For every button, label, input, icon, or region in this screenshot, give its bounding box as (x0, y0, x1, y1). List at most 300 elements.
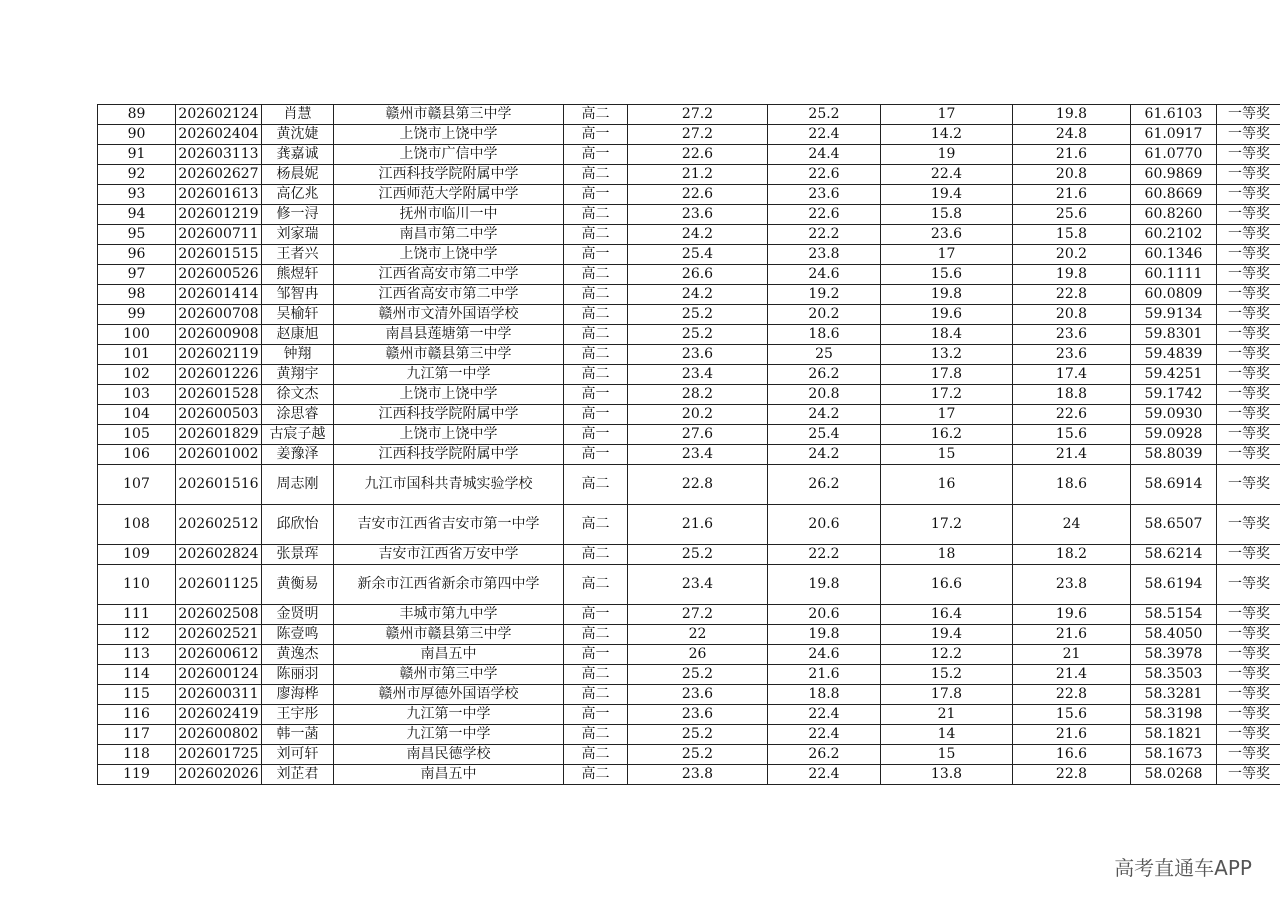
rank-cell: 110 (98, 565, 176, 605)
award-cell: 一等奖 (1217, 605, 1280, 625)
score-3-cell: 18.4 (881, 325, 1013, 345)
rank-cell: 90 (98, 125, 176, 145)
score-2-cell: 19.2 (768, 285, 881, 305)
score-1-cell: 27.2 (628, 125, 768, 145)
table-row (98, 445, 1280, 465)
score-2-cell: 23.6 (768, 185, 881, 205)
total-score-cell: 61.0770 (1131, 145, 1217, 165)
score-1-cell: 22.6 (628, 145, 768, 165)
rank-cell: 116 (98, 705, 176, 725)
school-cell: 九江第一中学 (334, 365, 564, 385)
exam-id-cell: 202601414 (176, 285, 262, 305)
score-1-cell: 21.6 (628, 505, 768, 545)
rank-cell: 103 (98, 385, 176, 405)
grade-cell: 高二 (564, 505, 628, 545)
rank-cell: 114 (98, 665, 176, 685)
exam-id-cell: 202600311 (176, 685, 262, 705)
school-cell: 上饶市上饶中学 (334, 425, 564, 445)
exam-id-cell: 202601829 (176, 425, 262, 445)
table-row (98, 745, 1280, 765)
score-1-cell: 23.4 (628, 365, 768, 385)
table-row (98, 165, 1280, 185)
student-name-cell: 韩一菡 (262, 725, 334, 745)
score-3-cell: 19.8 (881, 285, 1013, 305)
results-table (97, 104, 1280, 785)
score-2-cell: 24.2 (768, 405, 881, 425)
student-name-cell: 刘芷君 (262, 765, 334, 785)
exam-id-cell: 202600612 (176, 645, 262, 665)
school-cell: 上饶市广信中学 (334, 145, 564, 165)
total-score-cell: 60.9869 (1131, 165, 1217, 185)
student-name-cell: 修一浔 (262, 205, 334, 225)
score-2-cell: 22.4 (768, 725, 881, 745)
grade-cell: 高一 (564, 705, 628, 725)
exam-id-cell: 202601125 (176, 565, 262, 605)
grade-cell: 高二 (564, 625, 628, 645)
exam-id-cell: 202600802 (176, 725, 262, 745)
award-cell: 一等奖 (1217, 705, 1280, 725)
score-1-cell: 23.6 (628, 685, 768, 705)
table-row (98, 605, 1280, 625)
score-1-cell: 28.2 (628, 385, 768, 405)
grade-cell: 高二 (564, 725, 628, 745)
award-cell: 一等奖 (1217, 125, 1280, 145)
school-cell: 赣州市赣县第三中学 (334, 105, 564, 125)
award-cell: 一等奖 (1217, 685, 1280, 705)
total-score-cell: 58.3978 (1131, 645, 1217, 665)
total-score-cell: 59.0930 (1131, 405, 1217, 425)
grade-cell: 高二 (564, 285, 628, 305)
exam-id-cell: 202601002 (176, 445, 262, 465)
score-3-cell: 18 (881, 545, 1013, 565)
grade-cell: 高二 (564, 565, 628, 605)
exam-id-cell: 202602512 (176, 505, 262, 545)
award-cell: 一等奖 (1217, 185, 1280, 205)
grade-cell: 高一 (564, 145, 628, 165)
score-2-cell: 21.6 (768, 665, 881, 685)
award-cell: 一等奖 (1217, 285, 1280, 305)
table-row (98, 725, 1280, 745)
total-score-cell: 60.2102 (1131, 225, 1217, 245)
score-3-cell: 19.6 (881, 305, 1013, 325)
score-4-cell: 21.6 (1013, 145, 1131, 165)
school-cell: 新余市江西省新余市第四中学 (334, 565, 564, 605)
score-2-cell: 24.4 (768, 145, 881, 165)
award-cell: 一等奖 (1217, 725, 1280, 745)
score-3-cell: 12.2 (881, 645, 1013, 665)
total-score-cell: 58.1821 (1131, 725, 1217, 745)
score-4-cell: 19.8 (1013, 105, 1131, 125)
award-cell: 一等奖 (1217, 385, 1280, 405)
score-2-cell: 24.2 (768, 445, 881, 465)
score-2-cell: 20.6 (768, 605, 881, 625)
total-score-cell: 60.8260 (1131, 205, 1217, 225)
total-score-cell: 59.4839 (1131, 345, 1217, 365)
score-3-cell: 17.2 (881, 385, 1013, 405)
school-cell: 江西科技学院附属中学 (334, 165, 564, 185)
grade-cell: 高二 (564, 765, 628, 785)
school-cell: 九江第一中学 (334, 705, 564, 725)
grade-cell: 高二 (564, 265, 628, 285)
score-4-cell: 21.4 (1013, 445, 1131, 465)
score-2-cell: 18.8 (768, 685, 881, 705)
total-score-cell: 59.9134 (1131, 305, 1217, 325)
school-cell: 南昌市第二中学 (334, 225, 564, 245)
exam-id-cell: 202602119 (176, 345, 262, 365)
exam-id-cell: 202600711 (176, 225, 262, 245)
score-4-cell: 20.8 (1013, 305, 1131, 325)
exam-id-cell: 202601226 (176, 365, 262, 385)
score-1-cell: 25.2 (628, 665, 768, 685)
score-2-cell: 18.6 (768, 325, 881, 345)
rank-cell: 104 (98, 405, 176, 425)
total-score-cell: 58.4050 (1131, 625, 1217, 645)
score-1-cell: 27.6 (628, 425, 768, 445)
school-cell: 南昌五中 (334, 645, 564, 665)
score-4-cell: 18.8 (1013, 385, 1131, 405)
total-score-cell: 61.6103 (1131, 105, 1217, 125)
score-3-cell: 15 (881, 445, 1013, 465)
score-3-cell: 14.2 (881, 125, 1013, 145)
total-score-cell: 60.0809 (1131, 285, 1217, 305)
school-cell: 江西省高安市第二中学 (334, 285, 564, 305)
school-cell: 赣州市文清外国语学校 (334, 305, 564, 325)
table-row (98, 365, 1280, 385)
student-name-cell: 肖慧 (262, 105, 334, 125)
grade-cell: 高二 (564, 345, 628, 365)
award-cell: 一等奖 (1217, 305, 1280, 325)
rank-cell: 117 (98, 725, 176, 745)
score-1-cell: 27.2 (628, 605, 768, 625)
score-3-cell: 16 (881, 465, 1013, 505)
exam-id-cell: 202600708 (176, 305, 262, 325)
school-cell: 江西科技学院附属中学 (334, 405, 564, 425)
award-cell: 一等奖 (1217, 105, 1280, 125)
score-1-cell: 23.6 (628, 705, 768, 725)
student-name-cell: 杨晨妮 (262, 165, 334, 185)
total-score-cell: 58.6914 (1131, 465, 1217, 505)
school-cell: 吉安市江西省万安中学 (334, 545, 564, 565)
score-4-cell: 22.8 (1013, 285, 1131, 305)
score-4-cell: 21.6 (1013, 625, 1131, 645)
school-cell: 南昌民德学校 (334, 745, 564, 765)
exam-id-cell: 202602026 (176, 765, 262, 785)
score-2-cell: 20.2 (768, 305, 881, 325)
table-row (98, 385, 1280, 405)
exam-id-cell: 202602404 (176, 125, 262, 145)
score-4-cell: 25.6 (1013, 205, 1131, 225)
school-cell: 丰城市第九中学 (334, 605, 564, 625)
score-4-cell: 15.6 (1013, 705, 1131, 725)
award-cell: 一等奖 (1217, 165, 1280, 185)
rank-cell: 109 (98, 545, 176, 565)
results-table-body (98, 105, 1280, 785)
score-4-cell: 17.4 (1013, 365, 1131, 385)
score-3-cell: 17.8 (881, 365, 1013, 385)
exam-id-cell: 202601528 (176, 385, 262, 405)
award-cell: 一等奖 (1217, 365, 1280, 385)
school-cell: 江西科技学院附属中学 (334, 445, 564, 465)
score-2-cell: 22.2 (768, 225, 881, 245)
student-name-cell: 黄逸杰 (262, 645, 334, 665)
score-2-cell: 22.4 (768, 765, 881, 785)
grade-cell: 高二 (564, 325, 628, 345)
grade-cell: 高一 (564, 245, 628, 265)
student-name-cell: 钟翔 (262, 345, 334, 365)
table-row (98, 545, 1280, 565)
exam-id-cell: 202600503 (176, 405, 262, 425)
score-4-cell: 23.6 (1013, 325, 1131, 345)
score-1-cell: 22.6 (628, 185, 768, 205)
grade-cell: 高二 (564, 685, 628, 705)
score-3-cell: 16.6 (881, 565, 1013, 605)
table-row (98, 285, 1280, 305)
grade-cell: 高二 (564, 465, 628, 505)
score-1-cell: 24.2 (628, 285, 768, 305)
student-name-cell: 邹智冉 (262, 285, 334, 305)
student-name-cell: 黄衡易 (262, 565, 334, 605)
score-4-cell: 23.8 (1013, 565, 1131, 605)
school-cell: 上饶市上饶中学 (334, 125, 564, 145)
rank-cell: 108 (98, 505, 176, 545)
score-3-cell: 14 (881, 725, 1013, 745)
score-3-cell: 17.2 (881, 505, 1013, 545)
score-4-cell: 21.6 (1013, 185, 1131, 205)
table-row (98, 305, 1280, 325)
table-row (98, 125, 1280, 145)
award-cell: 一等奖 (1217, 645, 1280, 665)
grade-cell: 高一 (564, 645, 628, 665)
score-3-cell: 17.8 (881, 685, 1013, 705)
table-row (98, 105, 1280, 125)
score-4-cell: 22.8 (1013, 765, 1131, 785)
table-row (98, 425, 1280, 445)
score-3-cell: 22.4 (881, 165, 1013, 185)
score-1-cell: 23.6 (628, 205, 768, 225)
score-1-cell: 24.2 (628, 225, 768, 245)
grade-cell: 高一 (564, 605, 628, 625)
student-name-cell: 廖海桦 (262, 685, 334, 705)
rank-cell: 107 (98, 465, 176, 505)
score-1-cell: 22.8 (628, 465, 768, 505)
table-row (98, 685, 1280, 705)
score-1-cell: 23.8 (628, 765, 768, 785)
score-4-cell: 21 (1013, 645, 1131, 665)
award-cell: 一等奖 (1217, 205, 1280, 225)
watermark-text: 高考直通车APP (1114, 856, 1252, 880)
rank-cell: 92 (98, 165, 176, 185)
score-1-cell: 25.4 (628, 245, 768, 265)
school-cell: 上饶市上饶中学 (334, 385, 564, 405)
school-cell: 赣州市第三中学 (334, 665, 564, 685)
score-4-cell: 22.6 (1013, 405, 1131, 425)
grade-cell: 高一 (564, 425, 628, 445)
school-cell: 南昌五中 (334, 765, 564, 785)
grade-cell: 高一 (564, 385, 628, 405)
school-cell: 江西师范大学附属中学 (334, 185, 564, 205)
total-score-cell: 58.3503 (1131, 665, 1217, 685)
total-score-cell: 60.1346 (1131, 245, 1217, 265)
rank-cell: 97 (98, 265, 176, 285)
award-cell: 一等奖 (1217, 345, 1280, 365)
total-score-cell: 61.0917 (1131, 125, 1217, 145)
student-name-cell: 邱欣怡 (262, 505, 334, 545)
student-name-cell: 王者兴 (262, 245, 334, 265)
score-2-cell: 22.4 (768, 705, 881, 725)
score-1-cell: 27.2 (628, 105, 768, 125)
school-cell: 九江第一中学 (334, 725, 564, 745)
total-score-cell: 58.3281 (1131, 685, 1217, 705)
exam-id-cell: 202601725 (176, 745, 262, 765)
grade-cell: 高一 (564, 125, 628, 145)
score-3-cell: 19.4 (881, 185, 1013, 205)
score-4-cell: 19.8 (1013, 265, 1131, 285)
award-cell: 一等奖 (1217, 545, 1280, 565)
score-3-cell: 19.4 (881, 625, 1013, 645)
score-1-cell: 23.4 (628, 565, 768, 605)
score-2-cell: 23.8 (768, 245, 881, 265)
score-1-cell: 21.2 (628, 165, 768, 185)
grade-cell: 高二 (564, 745, 628, 765)
score-4-cell: 24.8 (1013, 125, 1131, 145)
score-4-cell: 21.4 (1013, 665, 1131, 685)
table-row (98, 325, 1280, 345)
grade-cell: 高二 (564, 165, 628, 185)
rank-cell: 96 (98, 245, 176, 265)
rank-cell: 115 (98, 685, 176, 705)
exam-id-cell: 202601515 (176, 245, 262, 265)
score-2-cell: 24.6 (768, 645, 881, 665)
award-cell: 一等奖 (1217, 465, 1280, 505)
exam-id-cell: 202602124 (176, 105, 262, 125)
award-cell: 一等奖 (1217, 145, 1280, 165)
award-cell: 一等奖 (1217, 325, 1280, 345)
exam-id-cell: 202602824 (176, 545, 262, 565)
exam-id-cell: 202602521 (176, 625, 262, 645)
score-2-cell: 20.6 (768, 505, 881, 545)
total-score-cell: 58.5154 (1131, 605, 1217, 625)
award-cell: 一等奖 (1217, 405, 1280, 425)
total-score-cell: 58.6214 (1131, 545, 1217, 565)
rank-cell: 111 (98, 605, 176, 625)
table-row (98, 705, 1280, 725)
table-row (98, 465, 1280, 505)
score-4-cell: 23.6 (1013, 345, 1131, 365)
rank-cell: 93 (98, 185, 176, 205)
score-4-cell: 16.6 (1013, 745, 1131, 765)
exam-id-cell: 202601516 (176, 465, 262, 505)
total-score-cell: 58.6507 (1131, 505, 1217, 545)
score-3-cell: 15.2 (881, 665, 1013, 685)
score-2-cell: 22.6 (768, 205, 881, 225)
student-name-cell: 陈丽羽 (262, 665, 334, 685)
score-3-cell: 17 (881, 105, 1013, 125)
rank-cell: 99 (98, 305, 176, 325)
score-2-cell: 22.2 (768, 545, 881, 565)
score-2-cell: 24.6 (768, 265, 881, 285)
score-4-cell: 19.6 (1013, 605, 1131, 625)
score-1-cell: 25.2 (628, 325, 768, 345)
student-name-cell: 陈壹鸣 (262, 625, 334, 645)
rank-cell: 102 (98, 365, 176, 385)
score-2-cell: 26.2 (768, 745, 881, 765)
score-2-cell: 26.2 (768, 465, 881, 505)
award-cell: 一等奖 (1217, 765, 1280, 785)
school-cell: 赣州市赣县第三中学 (334, 345, 564, 365)
exam-id-cell: 202600908 (176, 325, 262, 345)
score-2-cell: 19.8 (768, 565, 881, 605)
score-4-cell: 18.2 (1013, 545, 1131, 565)
student-name-cell: 刘可轩 (262, 745, 334, 765)
grade-cell: 高二 (564, 665, 628, 685)
score-1-cell: 26 (628, 645, 768, 665)
score-3-cell: 13.8 (881, 765, 1013, 785)
total-score-cell: 58.8039 (1131, 445, 1217, 465)
score-4-cell: 24 (1013, 505, 1131, 545)
score-3-cell: 13.2 (881, 345, 1013, 365)
score-3-cell: 23.6 (881, 225, 1013, 245)
score-1-cell: 23.4 (628, 445, 768, 465)
score-3-cell: 17 (881, 405, 1013, 425)
score-2-cell: 25 (768, 345, 881, 365)
table-row (98, 505, 1280, 545)
award-cell: 一等奖 (1217, 265, 1280, 285)
exam-id-cell: 202600526 (176, 265, 262, 285)
exam-id-cell: 202602419 (176, 705, 262, 725)
table-row (98, 345, 1280, 365)
table-row (98, 145, 1280, 165)
total-score-cell: 58.1673 (1131, 745, 1217, 765)
score-2-cell: 25.2 (768, 105, 881, 125)
score-2-cell: 25.4 (768, 425, 881, 445)
grade-cell: 高二 (564, 305, 628, 325)
score-1-cell: 23.6 (628, 345, 768, 365)
exam-id-cell: 202602508 (176, 605, 262, 625)
exam-id-cell: 202601219 (176, 205, 262, 225)
score-3-cell: 16.2 (881, 425, 1013, 445)
table-row (98, 625, 1280, 645)
score-1-cell: 25.2 (628, 545, 768, 565)
table-row (98, 185, 1280, 205)
total-score-cell: 60.8669 (1131, 185, 1217, 205)
grade-cell: 高二 (564, 225, 628, 245)
student-name-cell: 龚嘉诚 (262, 145, 334, 165)
rank-cell: 98 (98, 285, 176, 305)
rank-cell: 95 (98, 225, 176, 245)
student-name-cell: 古宸子越 (262, 425, 334, 445)
score-4-cell: 22.8 (1013, 685, 1131, 705)
total-score-cell: 59.1742 (1131, 385, 1217, 405)
rank-cell: 91 (98, 145, 176, 165)
award-cell: 一等奖 (1217, 565, 1280, 605)
student-name-cell: 黄翔宇 (262, 365, 334, 385)
award-cell: 一等奖 (1217, 665, 1280, 685)
total-score-cell: 58.3198 (1131, 705, 1217, 725)
table-row (98, 665, 1280, 685)
school-cell: 南昌县莲塘第一中学 (334, 325, 564, 345)
total-score-cell: 60.1111 (1131, 265, 1217, 285)
score-2-cell: 19.8 (768, 625, 881, 645)
grade-cell: 高二 (564, 545, 628, 565)
total-score-cell: 59.8301 (1131, 325, 1217, 345)
student-name-cell: 金贤明 (262, 605, 334, 625)
rank-cell: 106 (98, 445, 176, 465)
total-score-cell: 58.0268 (1131, 765, 1217, 785)
award-cell: 一等奖 (1217, 445, 1280, 465)
grade-cell: 高一 (564, 445, 628, 465)
rank-cell: 94 (98, 205, 176, 225)
score-4-cell: 18.6 (1013, 465, 1131, 505)
